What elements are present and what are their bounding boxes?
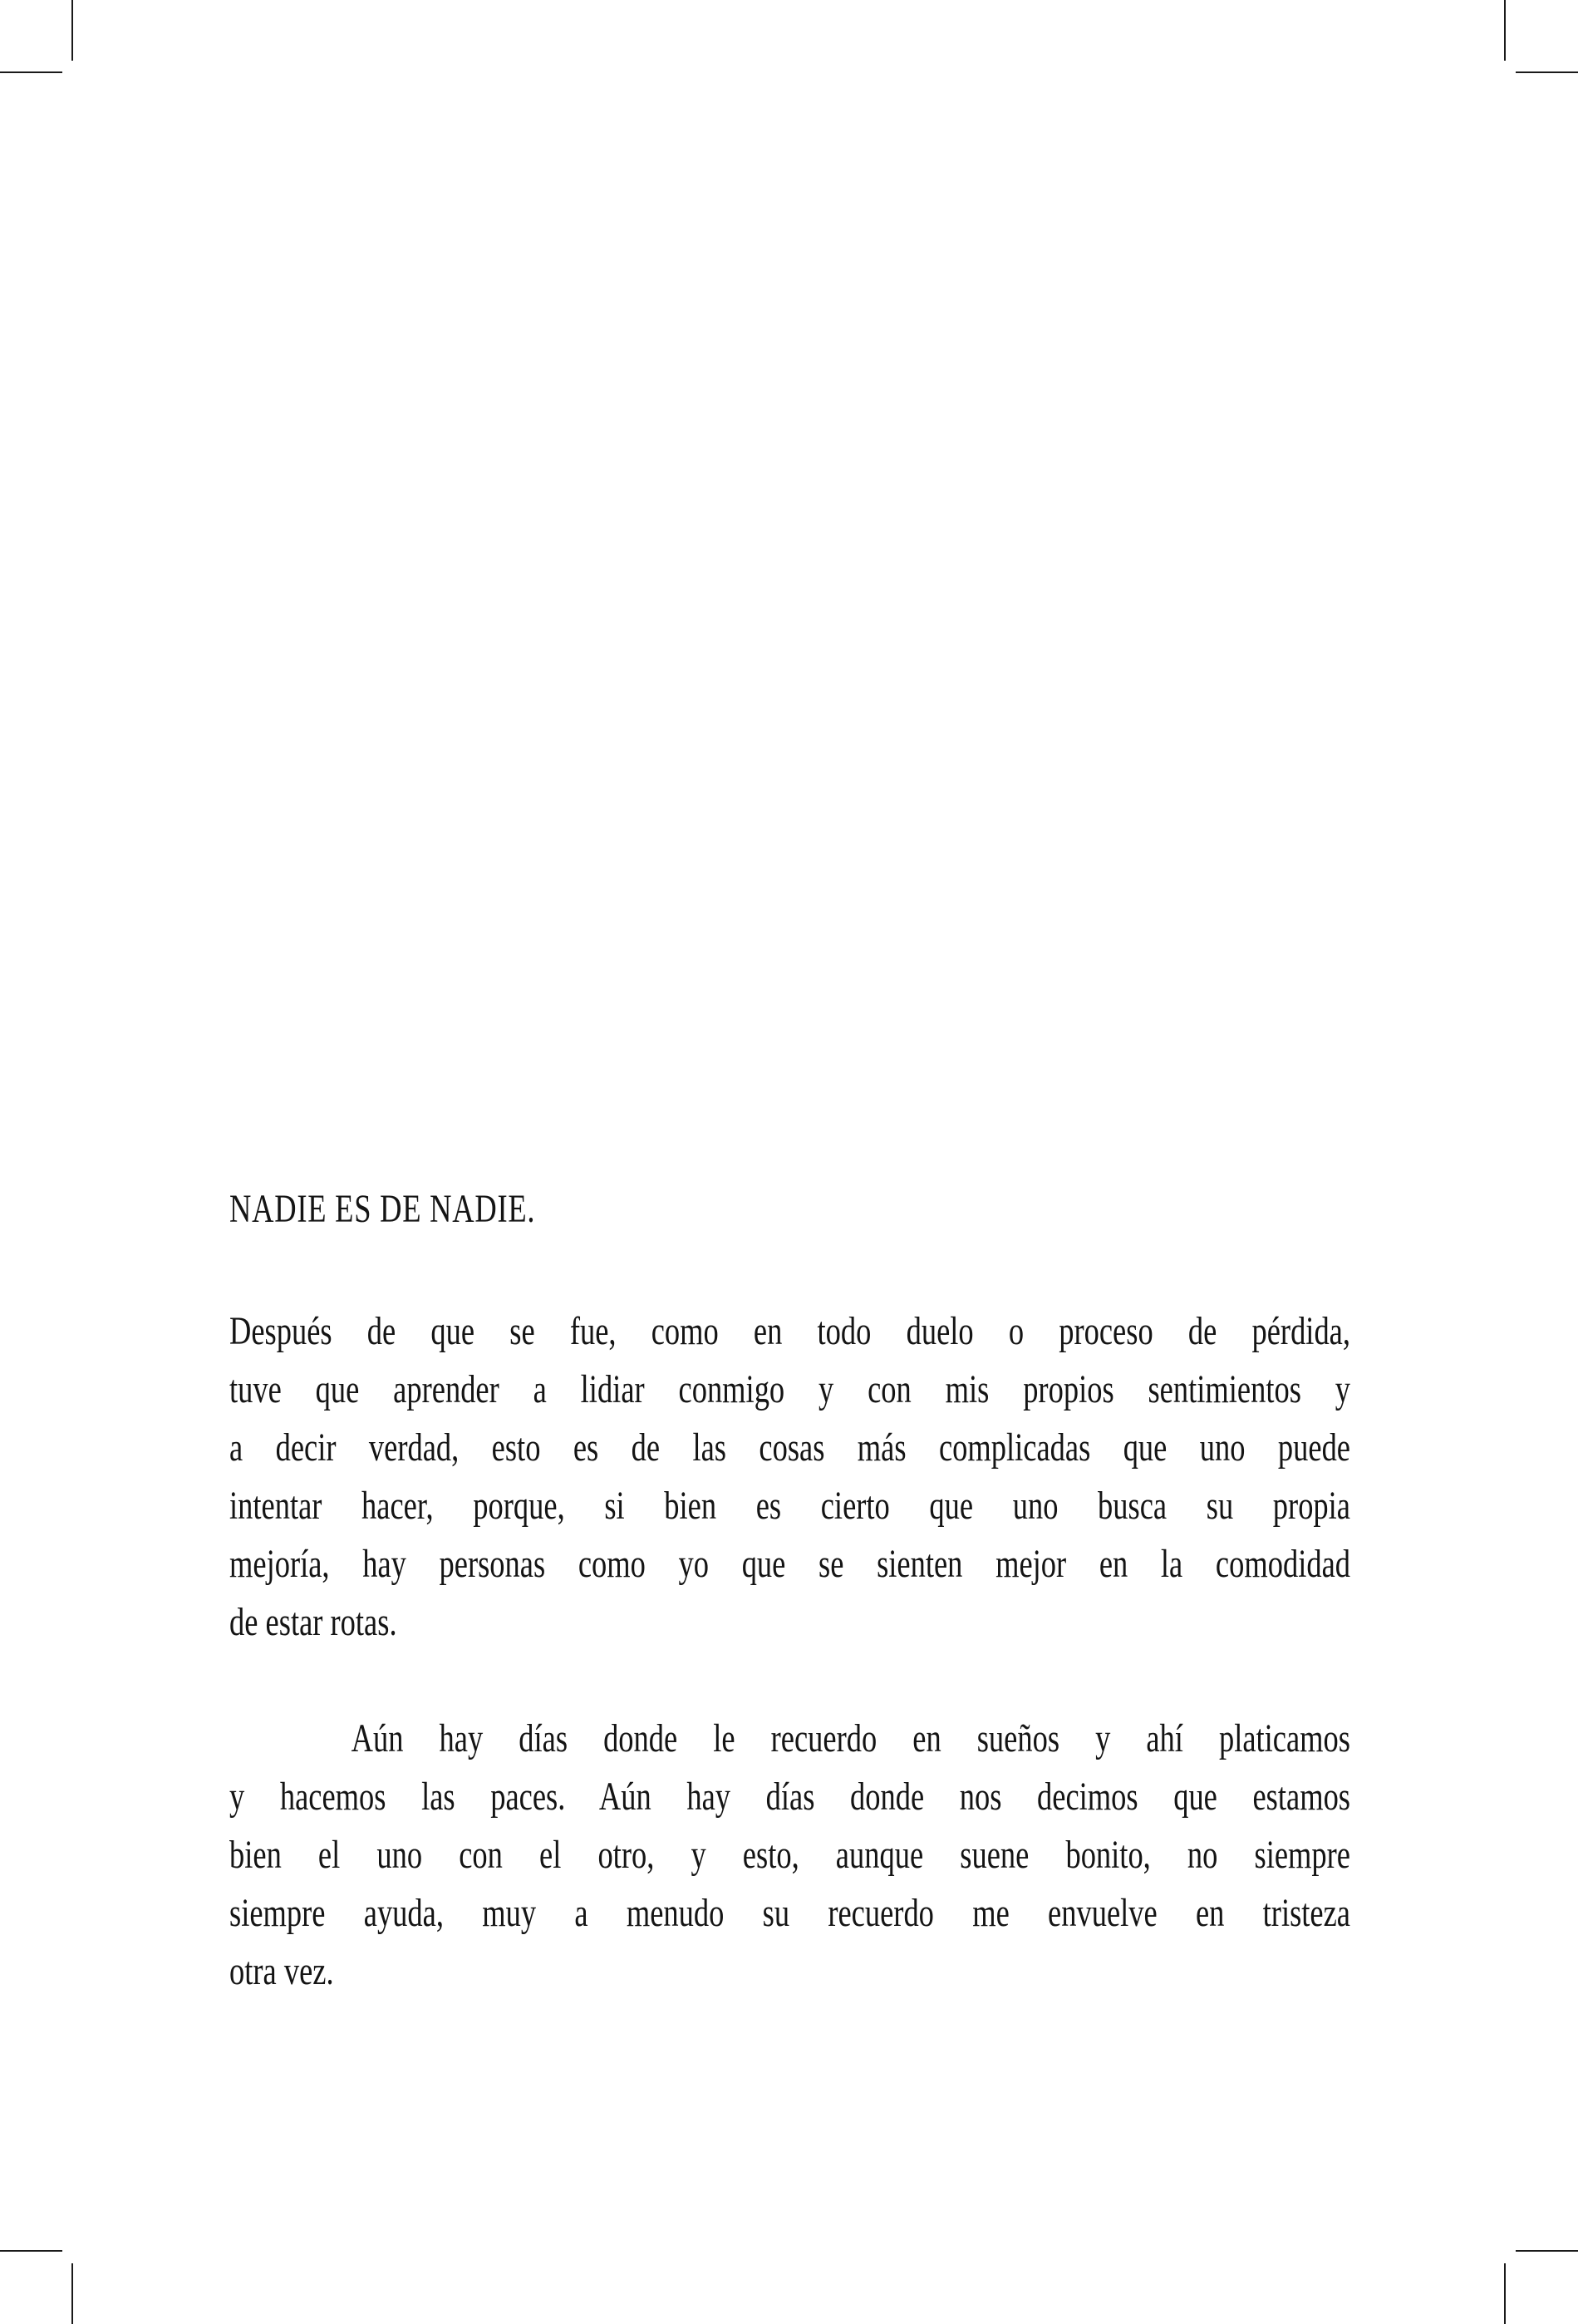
text-line: tuve que aprender a lidiar conmigo y con mis propios sentimientos y xyxy=(229,1367,1350,1411)
text-line: a decir verdad, esto es de las cosas más complicadas que uno puede xyxy=(229,1425,1350,1470)
crop-mark-bottom-left-horizontal xyxy=(0,2250,62,2252)
text-line: Después de que se fue, como en todo duelo o proceso de pérdida, xyxy=(229,1309,1350,1353)
section-heading: NADIE ES DE NADIE. xyxy=(229,1187,536,1231)
paragraph-2 xyxy=(229,1710,1350,2001)
text-line: Aún hay días donde le recuerdo en sueños y ahí platicamos xyxy=(351,1716,1351,1760)
crop-mark-top-left-horizontal xyxy=(0,71,62,73)
crop-mark-top-right-horizontal xyxy=(1516,71,1578,73)
crop-mark-top-right-vertical xyxy=(1504,0,1506,61)
crop-mark-top-left-vertical xyxy=(71,0,73,61)
text-line: intentar hacer, porque, si bien es cierto que uno busca su propia xyxy=(229,1484,1350,1528)
text-line: y hacemos las paces. Aún hay días donde nos decimos que estamos xyxy=(229,1775,1350,1819)
text-line: de estar rotas. xyxy=(229,1600,397,1644)
text-line: otra vez. xyxy=(229,1949,334,1993)
text-line: mejoría, hay personas como yo que se sienten mejor en la comodidad xyxy=(229,1542,1350,1586)
paragraph-1 xyxy=(229,1302,1350,1652)
text-line: bien el uno con el otro, y esto, aunque suene bonito, no siempre xyxy=(229,1833,1350,1877)
crop-mark-bottom-right-horizontal xyxy=(1516,2250,1578,2252)
text-block xyxy=(229,1180,1350,2001)
crop-mark-bottom-right-vertical xyxy=(1504,2263,1506,2324)
crop-mark-bottom-left-vertical xyxy=(71,2263,73,2324)
text-line: siempre ayuda, muy a menudo su recuerdo me envuelve en tristeza xyxy=(229,1891,1350,1935)
